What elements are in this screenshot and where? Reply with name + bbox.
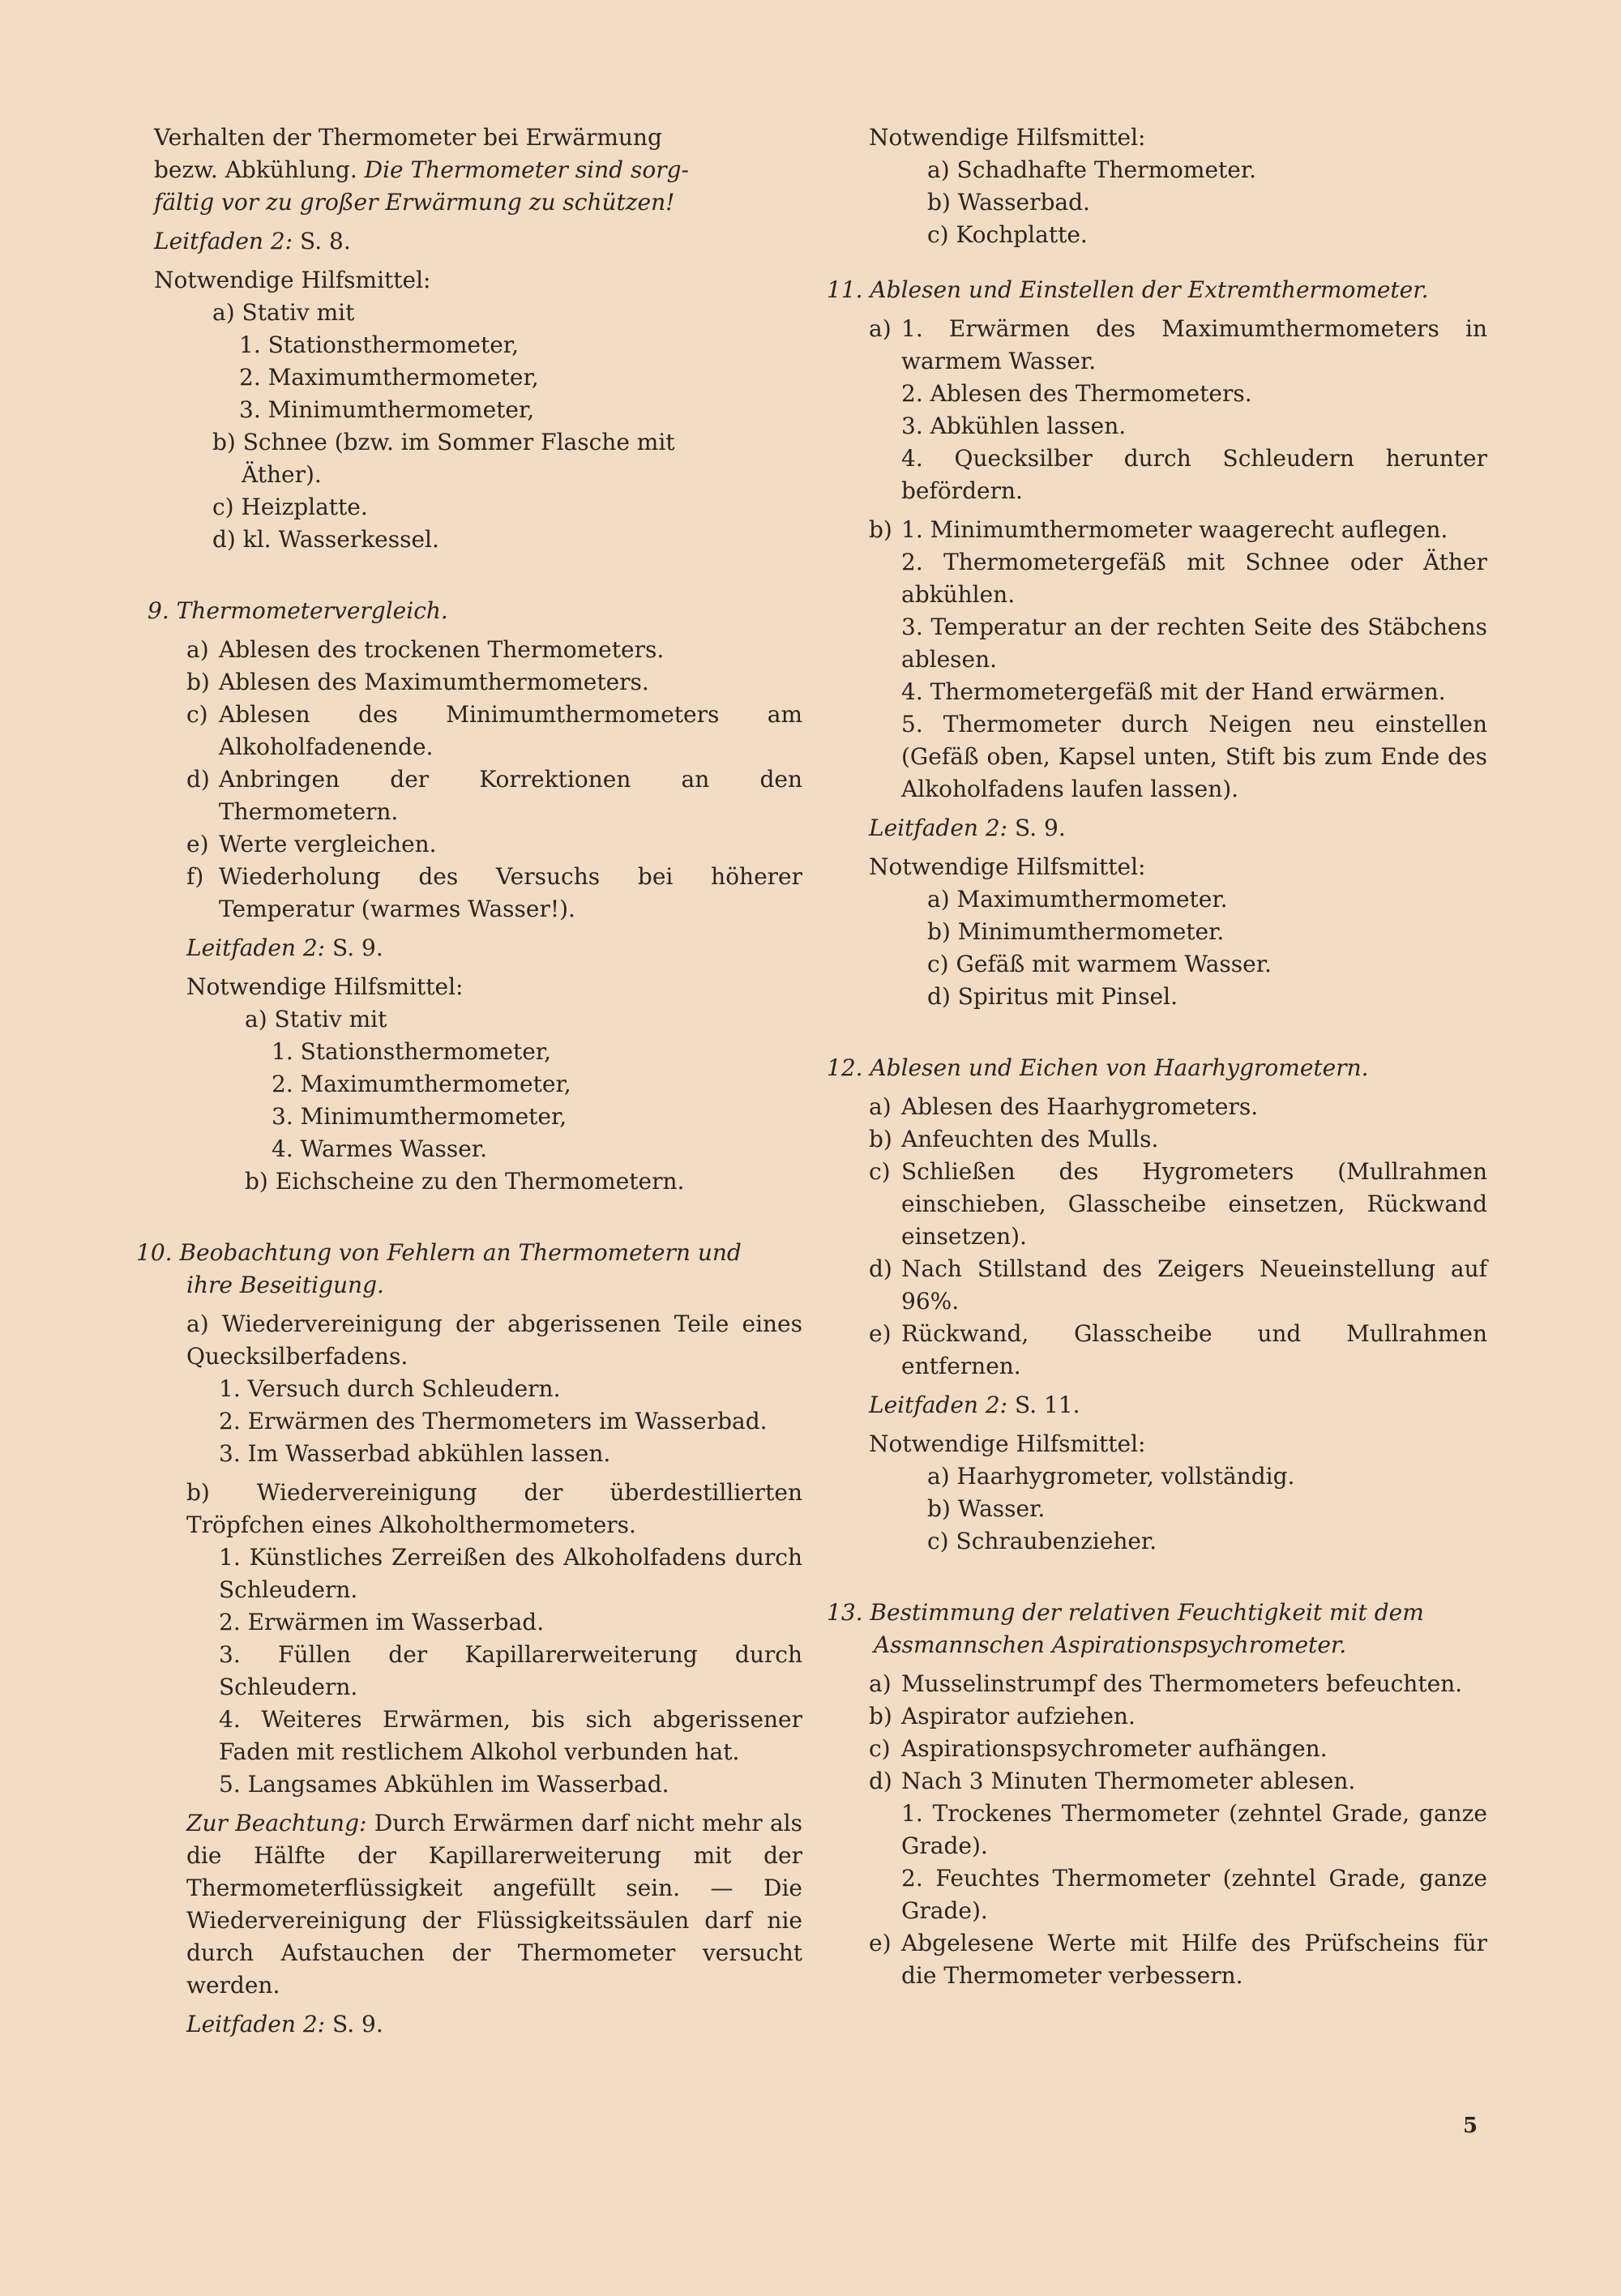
list-item: d) Nach Stillstand des Zeigers Neueinstellung auf 96%. — [869, 1255, 1487, 1315]
list-item: 1. Stationsthermometer, — [239, 331, 520, 358]
list-item: a) Ablesen des Haarhygrometers. — [869, 1093, 1259, 1120]
list-item: e) Werte vergleichen. — [186, 831, 437, 857]
left-column — [136, 122, 802, 2041]
page-number: 5 — [1463, 2114, 1478, 2138]
list-item: b) Wiedervereinigung der überdestillierten Tröpfchen eines Alkoholthermometers. — [186, 1479, 802, 1538]
note-paragraph: Zur Beachtung: Durch Erwärmen darf nicht mehr als die Hälfte der Kapillarerweiterung mit der Thermometerflüssigkeit angefüllt sein. — Die Wiedervereinigung der Flüssigkeitssäulen darf nie durch Aufstauchen der Thermometer versucht werden. — [186, 1810, 802, 1999]
list-item: b) Aspirator aufziehen. — [869, 1703, 1136, 1729]
list-item: 2. Erwärmen im Wasserbad. — [219, 1609, 545, 1635]
list-item: 2. Maximumthermometer, — [272, 1071, 571, 1097]
list-item: 3. Minimumthermometer, — [239, 396, 535, 423]
reference: Leitfaden 2: S. 9. — [186, 934, 383, 961]
list-item: b) Ablesen des Maximumthermometers. — [186, 669, 649, 695]
list-item: b) Minimumthermometer. — [927, 918, 1225, 945]
hilfsmittel-title: Notwendige Hilfsmittel: — [186, 973, 464, 1000]
section-13-list — [827, 1668, 1487, 1992]
list-item: a) Haarhygrometer, vollständig. — [927, 1463, 1295, 1490]
list-item: c) Gefäß mit warmem Wasser. — [927, 951, 1272, 977]
intro-line: bezw. Abkühlung. Die Thermometer sind sorg- — [154, 156, 689, 183]
list-item: d) Anbringen der Korrektionen an den Thermometern. — [186, 766, 802, 825]
list-item: a) Musselinstrumpf des Thermometers befeuchten. — [869, 1670, 1463, 1697]
list-item: 1. Trockenes Thermometer (zehntel Grade, ganze Grade). — [901, 1800, 1487, 1859]
list-item: a) Stativ mit — [212, 299, 355, 326]
hilfsmittel-title: Notwendige Hilfsmittel: — [869, 1430, 1146, 1457]
list-item: a) Maximumthermometer. — [927, 886, 1228, 913]
list-item: 4. Thermometergefäß mit der Hand erwärmen. — [901, 678, 1446, 705]
list-item: b) 1. Minimumthermometer waagerecht auflegen. — [869, 516, 1448, 543]
list-item: a) Schadhafte Thermometer. — [927, 156, 1257, 183]
list-item: 5. Thermometer durch Neigen neu einstellen (Gefäß oben, Kapsel unten, Stift bis zum Ende des Alkoholfadens laufen lassen). — [901, 711, 1487, 802]
intro-line: Verhalten der Thermometer bei Erwärmung — [154, 124, 662, 151]
hilfsmittel-title: Notwendige Hilfsmittel: — [869, 853, 1146, 880]
list-item: a) Ablesen des trockenen Thermometers. — [186, 636, 665, 663]
list-item: c) Schraubenzieher. — [927, 1528, 1157, 1554]
list-item: 2. Erwärmen des Thermometers im Wasserbad. — [219, 1408, 768, 1434]
hilfsmittel-list — [154, 264, 802, 556]
list-item: b) Eichscheine zu den Thermometern. — [245, 1168, 685, 1195]
list-item: a) Wiedervereinigung der abgerissenen Teile eines Quecksilberfadens. — [186, 1310, 802, 1370]
reference: Leitfaden 2: S. 8. — [154, 228, 351, 254]
reference: Leitfaden 2: S. 11. — [869, 1392, 1080, 1418]
list-item: 2. Ablesen des Thermometers. — [901, 380, 1252, 407]
list-item: b) Wasserbad. — [927, 189, 1090, 216]
right-column — [827, 122, 1487, 1992]
section-11-list — [827, 313, 1487, 1013]
list-item: f) Wiederholung des Versuchs bei höherer Temperatur (warmes Wasser!). — [186, 863, 802, 922]
list-item: b) Wasser. — [927, 1495, 1046, 1522]
list-item: 3. Füllen der Kapillarerweiterung durch Schleudern. — [219, 1641, 802, 1700]
section-12-list — [827, 1091, 1487, 1558]
list-item: c) Schließen des Hygrometers (Mullrahmen einschieben, Glasscheibe einsetzen, Rückwand einsetzen). — [869, 1158, 1487, 1250]
section-10-list — [154, 1308, 802, 2041]
list-item: c) Kochplatte. — [927, 221, 1088, 248]
reference: Leitfaden 2: S. 9. — [186, 2011, 383, 2037]
list-item: 4. Quecksilber durch Schleudern herunter befördern. — [901, 445, 1487, 504]
section-heading-12: 12. Ablesen und Eichen von Haarhygrometern. — [827, 1054, 1369, 1081]
list-item: 1. Stationsthermometer, — [272, 1038, 552, 1065]
list-item: 1. Versuch durch Schleudern. — [219, 1375, 561, 1402]
section-heading-10: 10. Beobachtung von Fehlern an Thermometern und ihre Beseitigung. — [136, 1239, 742, 1298]
list-item: 5. Langsames Abkühlen im Wasserbad. — [219, 1771, 669, 1798]
list-item: d) Spiritus mit Pinsel. — [927, 983, 1178, 1010]
intro-line: fältig vor zu großer Erwärmung zu schützen! — [154, 189, 675, 216]
list-item: 3. Minimumthermometer, — [272, 1103, 567, 1130]
list-item: b) Schnee (bzw. im Sommer Flasche mit — [212, 429, 675, 455]
list-item: c) Ablesen des Minimumthermometers am Alkoholfadenende. — [186, 701, 802, 760]
list-item: 4. Warmes Wasser. — [272, 1135, 487, 1162]
hilfsmittel-title: Notwendige Hilfsmittel: — [154, 267, 431, 293]
intro-paragraph — [154, 122, 802, 219]
list-item: c) Heizplatte. — [212, 494, 368, 520]
section-heading-9: 9. Thermometervergleich. — [148, 597, 448, 624]
hilfsmittel-title: Notwendige Hilfsmittel: — [869, 124, 1146, 151]
list-item: 1. Künstliches Zerreißen des Alkoholfadens durch Schleudern. — [219, 1544, 802, 1603]
list-item: e) Rückwand, Glasscheibe und Mullrahmen entfernen. — [869, 1320, 1487, 1379]
section-9-list — [154, 634, 802, 1198]
list-item: a) 1. Erwärmen des Maximumthermometers in warmem Wasser. — [869, 315, 1487, 374]
list-item: c) Aspirationspsychrometer aufhängen. — [869, 1735, 1328, 1762]
list-item: Äther). — [242, 461, 322, 488]
list-item: 3. Abkühlen lassen. — [901, 413, 1127, 439]
hilfsmittel-list — [827, 122, 1487, 251]
list-item: d) kl. Wasserkessel. — [212, 526, 439, 553]
list-item: 4. Weiteres Erwärmen, bis sich abgerissener Faden mit restlichem Alkohol verbunden hat. — [219, 1706, 802, 1765]
list-item: 2. Feuchtes Thermometer (zehntel Grade, ganze Grade). — [901, 1865, 1487, 1924]
list-item: e) Abgelesene Werte mit Hilfe des Prüfscheins für die Thermometer verbessern. — [869, 1930, 1487, 1989]
list-item: 2. Thermometergefäß mit Schnee oder Äther abkühlen. — [901, 549, 1487, 608]
list-item: a) Stativ mit — [245, 1006, 387, 1033]
list-item: d) Nach 3 Minuten Thermometer ablesen. — [869, 1768, 1356, 1794]
list-item: b) Anfeuchten des Mulls. — [869, 1126, 1159, 1152]
list-item: 2. Maximumthermometer, — [239, 364, 539, 391]
section-heading-13: 13. Bestimmung der relativen Feuchtigkeit mit dem Assmannschen Aspirationspsychrometer. — [827, 1599, 1424, 1658]
reference: Leitfaden 2: S. 9. — [869, 815, 1066, 841]
section-heading-11: 11. Ablesen und Einstellen der Extremthermometer. — [827, 276, 1429, 303]
list-item: 3. Im Wasserbad abkühlen lassen. — [219, 1440, 611, 1467]
list-item: 3. Temperatur an der rechten Seite des Stäbchens ablesen. — [901, 614, 1487, 673]
